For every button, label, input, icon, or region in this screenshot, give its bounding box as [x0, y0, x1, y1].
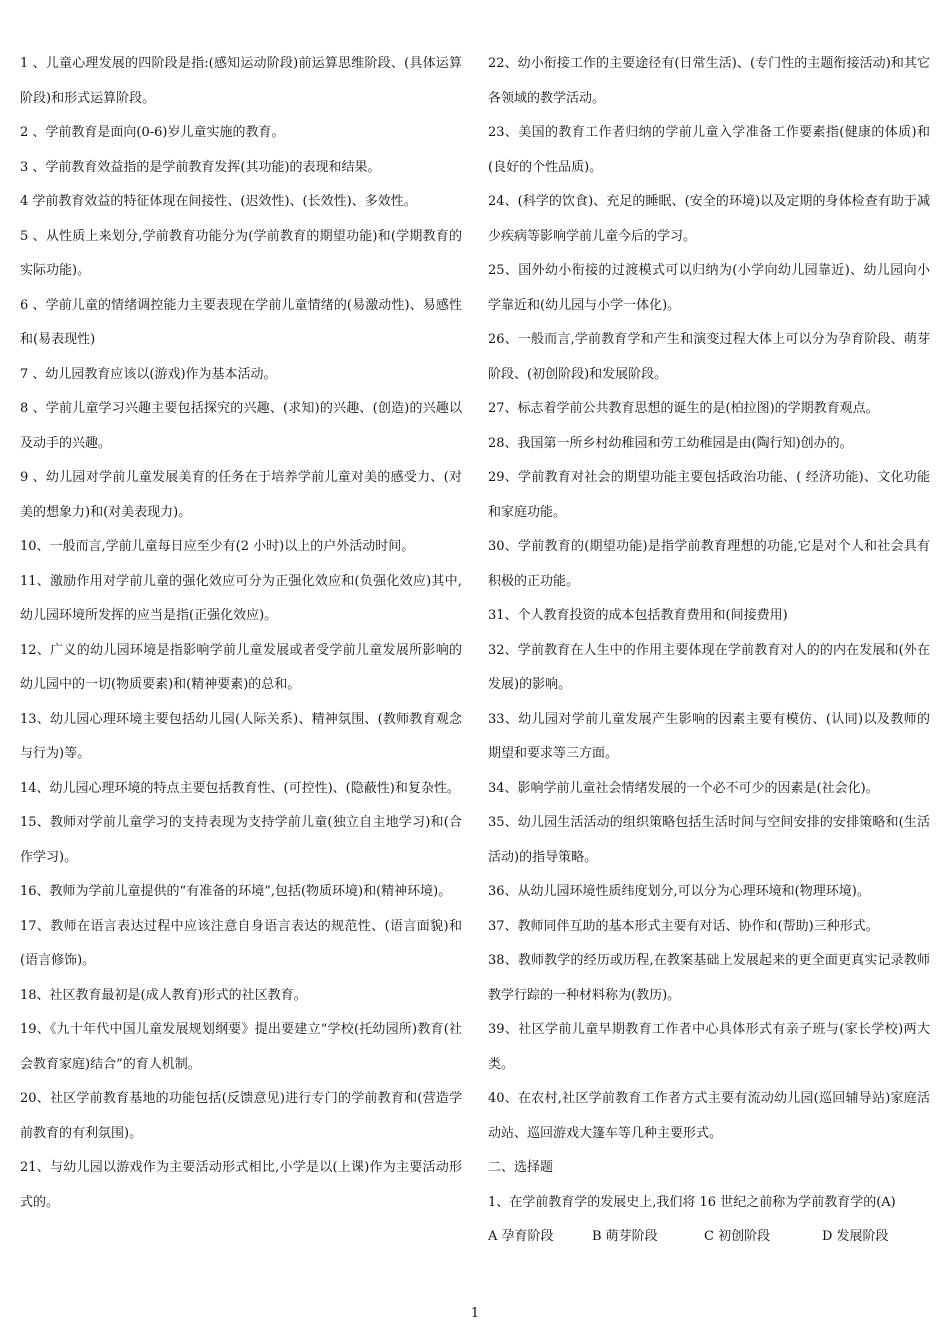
- question-item: 4 学前教育效益的特征体现在间接性、(迟效性)、(长效性)、多效性。: [20, 194, 417, 209]
- left-column: [20, 47, 462, 1220]
- question-item: 11、激励作用对学前儿童的强化效应可分为正强化效应和(负强化效应)其中,幼儿园环境所发挥的应当是指(正强化效应)。: [20, 573, 462, 623]
- question-item: 15、教师对学前儿童学习的支持表现为支持学前儿童(独立自主地学习)和(合作学习)。: [20, 815, 462, 865]
- question-item: 1 、儿童心理发展的四阶段是指:(感知运动阶段)前运算思维阶段、(具体运算阶段)和形式运算阶段。: [20, 56, 462, 106]
- question-item: 二、选择题: [488, 1160, 554, 1175]
- question-item: 1、在学前教育学的发展史上,我们将 16 世纪之前称为学前教育学的(A): [488, 1194, 896, 1210]
- question-item: 33、幼儿园对学前儿童发展产生影响的因素主要有模仿、(认同)以及教师的期望和要求等三方面。: [488, 711, 930, 761]
- question-item: 26、一般而言,学前教育学和产生和演变过程大体上可以分为孕育阶段、萌芽阶段、(初创阶段)和发展阶段。: [488, 332, 930, 382]
- choice-options: [488, 1220, 930, 1255]
- question-item: 34、影响学前儿童社会情绪发展的一个必不可少的因素是(社会化)。: [488, 780, 879, 796]
- question-item: 9 、幼儿园对学前儿童发展美育的任务在于培养学前儿童对美的感受力、(对美的想象力)和(对美表现力)。: [20, 470, 462, 520]
- question-item: 29、学前教育对社会的期望功能主要包括政治功能、( 经济功能)、文化功能和家庭功能。: [488, 470, 930, 520]
- question-item: 18、社区教育最初是(成人教育)形式的社区教育。: [20, 987, 307, 1003]
- question-item: 31、个人教育投资的成本包括教育费用和(间接费用): [488, 608, 788, 623]
- question-item: 30、学前教育的(期望功能)是指学前教育理想的功能,它是对个人和社会具有积极的正功能。: [488, 539, 930, 589]
- question-item: 6 、学前儿童的情绪调控能力主要表现在学前儿童情绪的(易激动性)、易感性和(易表现性): [20, 297, 462, 347]
- question-item: 2 、学前教育是面向(0-6)岁儿童实施的教育。: [20, 125, 285, 140]
- right-column: [488, 47, 930, 1255]
- choice-b: B 萌芽阶段: [592, 1229, 658, 1244]
- question-item: 10、一般而言,学前儿童每日应至少有(2 小时)以上的户外活动时间。: [20, 539, 415, 554]
- question-item: 25、国外幼小衔接的过渡模式可以归纳为(小学向幼儿园靠近)、幼儿园向小学靠近和(幼儿园与小学一体化)。: [488, 263, 930, 313]
- question-item: 22、幼小衔接工作的主要途径有(日常生活)、(专门性的主题衔接活动)和其它各领域的教学活动。: [488, 56, 930, 106]
- question-item: 20、社区学前教育基地的功能包括(反馈意见)进行专门的学前教育和(营造学前教育的有利氛围)。: [20, 1091, 462, 1141]
- choice-c: C 初创阶段: [704, 1229, 771, 1244]
- question-item: 17、教师在语言表达过程中应该注意自身语言表达的规范性、(语言面貌)和(语言修饰)。: [20, 918, 462, 968]
- question-item: 8 、学前儿童学习兴趣主要包括探究的兴趣、(求知)的兴趣、(创造)的兴趣以及动手的兴趣。: [20, 401, 462, 451]
- question-item: 7 、幼儿园教育应该以(游戏)作为基本活动。: [20, 366, 277, 382]
- question-item: 35、幼儿园生活活动的组织策略包括生活时间与空间安排的安排策略和(生活活动)的指导策略。: [488, 815, 930, 865]
- question-item: 14、幼儿园心理环境的特点主要包括教育性、(可控性)、(隐蔽性)和复杂性。: [20, 780, 460, 796]
- question-item: 5 、从性质上来划分,学前教育功能分为(学前教育的期望功能)和(学期教育的实际功能)。: [20, 228, 462, 278]
- question-item: 32、学前教育在人生中的作用主要体现在学前教育对人的的内在发展和(外在发展)的影响。: [488, 642, 930, 692]
- question-item: 40、在农村,社区学前教育工作者方式主要有流动幼儿园(巡回辅导站)家庭活动站、巡回游戏大篷车等几种主要形式。: [488, 1091, 930, 1141]
- question-item: 21、与幼儿园以游戏作为主要活动形式相比,小学是以(上课)作为主要活动形式的。: [20, 1160, 462, 1210]
- question-item: 39、社区学前儿童早期教育工作者中心具体形式有亲子班与(家长学校)两大类。: [488, 1022, 930, 1072]
- question-item: 36、从幼儿园环境性质纬度划分,可以分为心理环境和(物理环境)。: [488, 884, 870, 899]
- question-item: 27、标志着学前公共教育思想的诞生的是(柏拉图)的学期教育观点。: [488, 401, 879, 416]
- question-item: 13、幼儿园心理环境主要包括幼儿园(人际关系)、精神氛围、(教师教育观念与行为)等。: [20, 711, 462, 761]
- question-item: 37、教师同伴互助的基本形式主要有对话、协作和(帮助)三种形式。: [488, 918, 879, 934]
- choice-a: A 孕育阶段: [488, 1229, 554, 1244]
- question-item: 24、(科学的饮食)、充足的睡眠、(安全的环境)以及定期的身体检查有助于减少疾病等影响学前儿童今后的学习。: [488, 194, 930, 244]
- question-item: 19、《九十年代中国儿童发展规划纲要》提出要建立“学校(托幼园所)教育(社会教育家庭)结合”的育人机制。: [20, 1022, 462, 1072]
- page-number: 1: [470, 1306, 480, 1321]
- question-item: 38、教师教学的经历或历程,在教案基础上发展起来的更全面更真实记录教师教学行踪的一种材料称为(教历)。: [488, 953, 930, 1003]
- choice-d: D 发展阶段: [822, 1229, 889, 1244]
- question-item: 16、教师为学前儿童提供的“有准备的环境”,包括(物质环境)和(精神环境)。: [20, 884, 452, 899]
- right-items: [488, 47, 930, 1220]
- question-item: 28、我国第一所乡村幼稚园和劳工幼稚园是由(陶行知)创办的。: [488, 435, 853, 451]
- question-item: 23、美国的教育工作者归纳的学前儿童入学准备工作要素指(健康的体质)和(良好的个性品质)。: [488, 125, 930, 175]
- question-item: 12、广义的幼儿园环境是指影响学前儿童发展或者受学前儿童发展所影响的幼儿园中的一切(物质要素)和(精神要素)的总和。: [20, 642, 462, 692]
- question-item: 3 、学前教育效益指的是学前教育发挥(其功能)的表现和结果。: [20, 159, 381, 175]
